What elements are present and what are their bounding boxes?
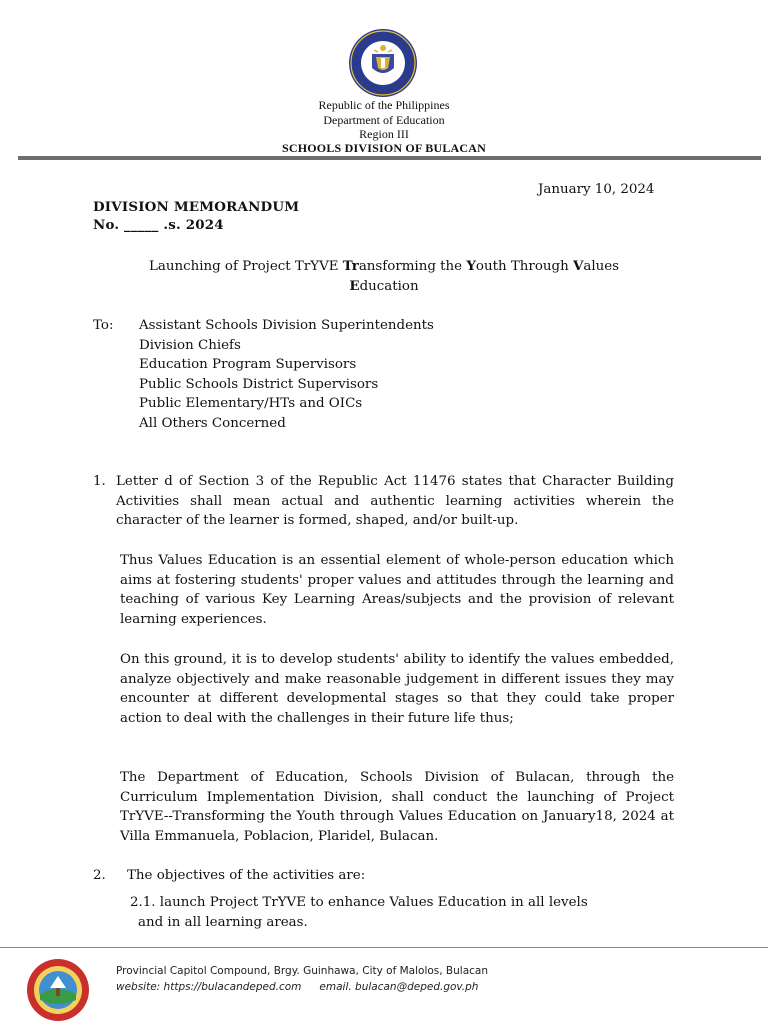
header-department: Department of Education [323, 113, 445, 127]
recipient-item: Assistant Schools Division Superintendents [139, 318, 434, 333]
recipient-item: All Others Concerned [139, 415, 286, 431]
item-1-paragraph: Letter d of Section 3 of the Republic Act 11476 states that Character Building Activities shall mean actual and authentic learning activities wherein the character of the learner is formed, shaped, and/or built-up. [116, 474, 674, 529]
recipient-list [139, 316, 434, 434]
deped-seal-logo [348, 28, 418, 98]
recipient-item: Education Program Supervisors [139, 357, 357, 373]
memo-title: DIVISION MEMORANDUM [93, 199, 300, 215]
item-1-number: 1. [93, 474, 106, 489]
item-2-number: 2. [93, 868, 106, 883]
bulacan-division-seal-logo [26, 958, 90, 1022]
memo-number: No. _____ .s. 2024 [93, 217, 224, 233]
header-republic: Republic of the Philippines [318, 98, 450, 112]
objective-2-1: 2.1. launch Project TrYVE to enhance Values Education in all levels and in all learning areas. [130, 895, 588, 930]
values-education-paragraph: Thus Values Education is an essential element of whole-person education which aims at fostering students' proper values and attitudes through the learning and teaching of various Key Learning Areas/subjects and the provision of relevant learning experiences. [120, 553, 674, 627]
to-label: To: [93, 318, 114, 333]
header-division: SCHOOLS DIVISION OF BULACAN [282, 141, 486, 155]
memo-date: January 10, 2024 [538, 182, 655, 197]
memo-subject: Launching of Project TrYVE Transforming the Youth Through Values Education [148, 258, 620, 294]
footer-contact [116, 980, 478, 995]
footer-website[interactable]: website: https://bulacandeped.com [116, 981, 302, 993]
ground-paragraph: On this ground, it is to develop students' ability to identify the values embedded, analyze objectively and make reasonable judgement in different issues they may encounter at different developmental stages so that they could take proper action to deal with the challenges in their future life thus; [120, 652, 674, 726]
footer-divider [0, 947, 768, 948]
header-divider [18, 156, 761, 160]
footer-email[interactable]: email. bulacan@deped.gov.ph [319, 981, 479, 993]
recipient-item: Public Schools District Supervisors [139, 376, 379, 392]
launching-paragraph: The Department of Education, Schools Division of Bulacan, through the Curriculum Implementation Division, shall conduct the launching of Project TrYVE--Transforming the Youth through Values Education on January18, 2024 at Villa Emmanuela, Poblacion, Plaridel, Bulacan. [120, 770, 674, 844]
recipient-item: Public Elementary/HTs and OICs [139, 396, 363, 412]
item-2-text: The objectives of the activities are: [127, 868, 366, 883]
recipient-item: Division Chiefs [139, 337, 241, 353]
header-region: Region III [359, 127, 409, 141]
footer-address: Provincial Capitol Compound, Brgy. Guinhawa, City of Malolos, Bulacan [116, 965, 489, 977]
